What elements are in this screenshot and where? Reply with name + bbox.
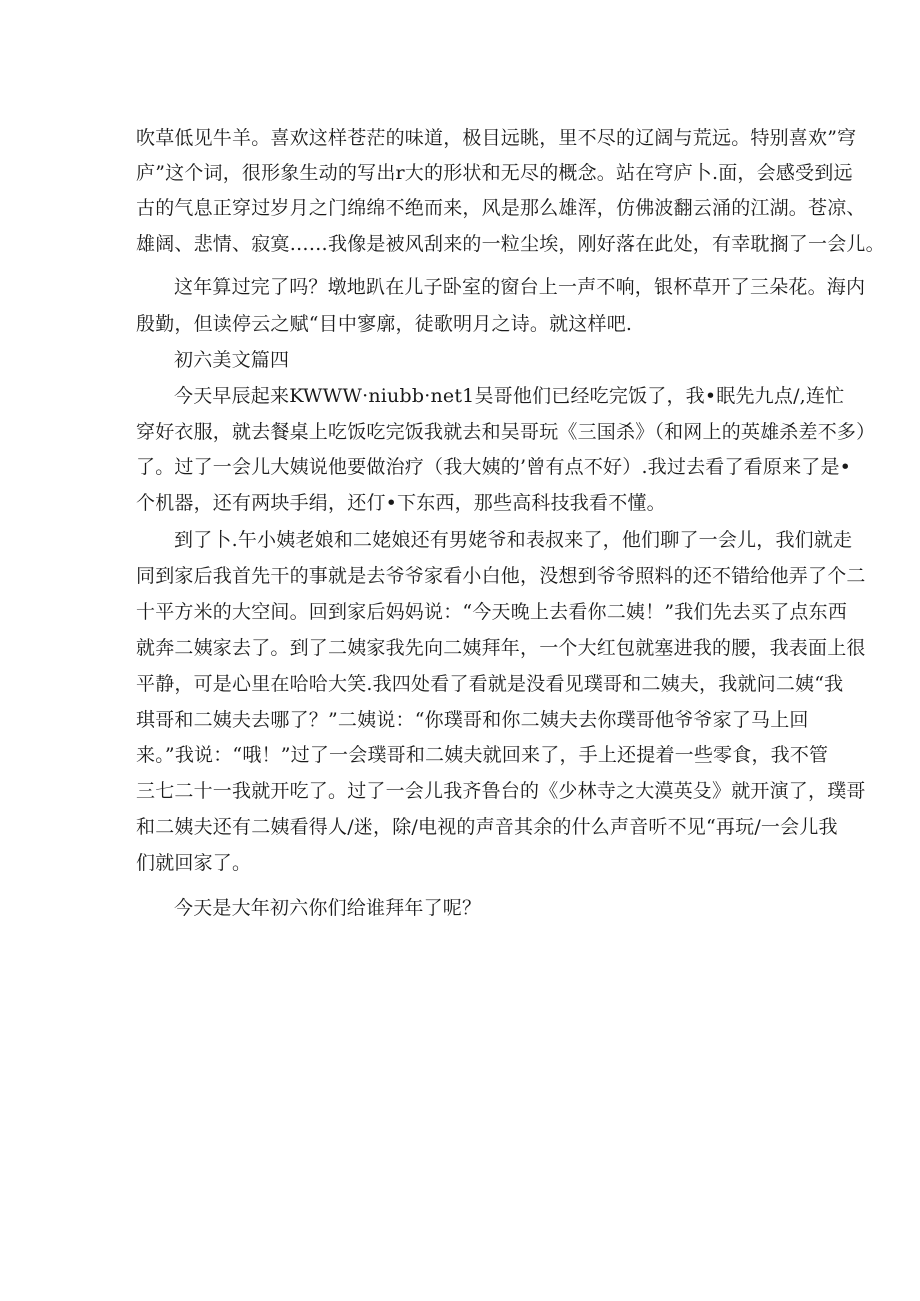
- text-line: 十平方米的大空间。回到家后妈妈说：“今天晚上去看你二姨！”我们先去买了点东西: [136, 601, 848, 623]
- text-line: 到了卜.午小姨老娘和二姥娘还有男姥爷和表叔来了，他们聊了一会儿，我们就走: [174, 529, 853, 551]
- text-line: 雄阔、悲情、寂寞……我像是被风刮来的一粒尘埃，刚好落在此处，有幸耽搁了一会儿。: [136, 233, 885, 255]
- section-heading: 初六美文篇四: [174, 349, 290, 371]
- text-line: 们就回家了。: [136, 852, 252, 874]
- text-line: 吹草低见牛羊。喜欢这样苍茫的味道，极目远眺，里不尽的辽阔与荒远。特别喜欢”穹: [136, 127, 857, 149]
- text-line: 同到家后我首先干的事就是去爷爷家看小白他，没想到爷爷照料的还不错给他弄了个二: [136, 565, 866, 587]
- text-line: 个机器，还有两块手绢，还仃•下东西，那些高科技我看不懂。: [136, 492, 666, 514]
- text-line: 这年算过完了吗？墩地趴在儿子卧室的窗台上一声不响，银杯草开了三朵花。海内: [174, 276, 866, 298]
- text-line: 古的气息正穿过岁月之门绵绵不绝而来，风是那么雄浑，仿佛波翻云涌的江湖。苍凉、: [136, 197, 866, 219]
- text-line: 庐”这个词，很形象生动的写出r大的形状和无尽的概念。站在穹庐卜.面，会感受到远: [136, 162, 853, 184]
- text-line: 琪哥和二姨夫去哪了？”二姨说：“你璞哥和你二姨夫去你璞哥他爷爷家了马上回: [136, 709, 809, 731]
- text-line: 和二姨夫还有二姨看得人/迷，除/电视的声音其余的什么声音听不见“再玩/一会儿我: [136, 816, 838, 838]
- text-line: 来。”我说：“哦！”过了一会璞哥和二姨夫就回来了，手上还提着一些零食，我不管: [136, 744, 829, 766]
- text-line: 平静，可是心里在哈哈大笑.我四处看了看就是没看见璞哥和二姨夫，我就问二姨“我: [136, 673, 844, 695]
- text-line: 今天早辰起来KWWW·niubb·net1吴哥他们已经吃完饭了，我•眠先九点/,连忙: [174, 385, 845, 407]
- text-line: 了。过了一会儿大姨说他要做治疗（我大姨的’曾有点不好）.我过去看了看原来了是•: [136, 456, 852, 478]
- text-line: 三七二十一我就开吃了。过了一会儿我齐鲁台的《少林寺之大漠英殳》就开演了，璞哥: [136, 780, 866, 802]
- text-line: 穿好衣服，就去餐桌上吃饭吃完饭我就去和吴哥玩《三国杀》（和网上的英雄杀差不多）: [136, 421, 876, 443]
- text-line: 今天是大年初六你们给谁拜年了呢？: [174, 897, 482, 919]
- text-line: 就奔二姨家去了。到了二姨家我先向二姨拜年，一个大红包就塞进我的腰，我表面上很: [136, 637, 866, 659]
- text-line: 殷勤，但读停云之赋“目中寥廓，徒歌明月之诗。就这样吧.: [136, 313, 633, 335]
